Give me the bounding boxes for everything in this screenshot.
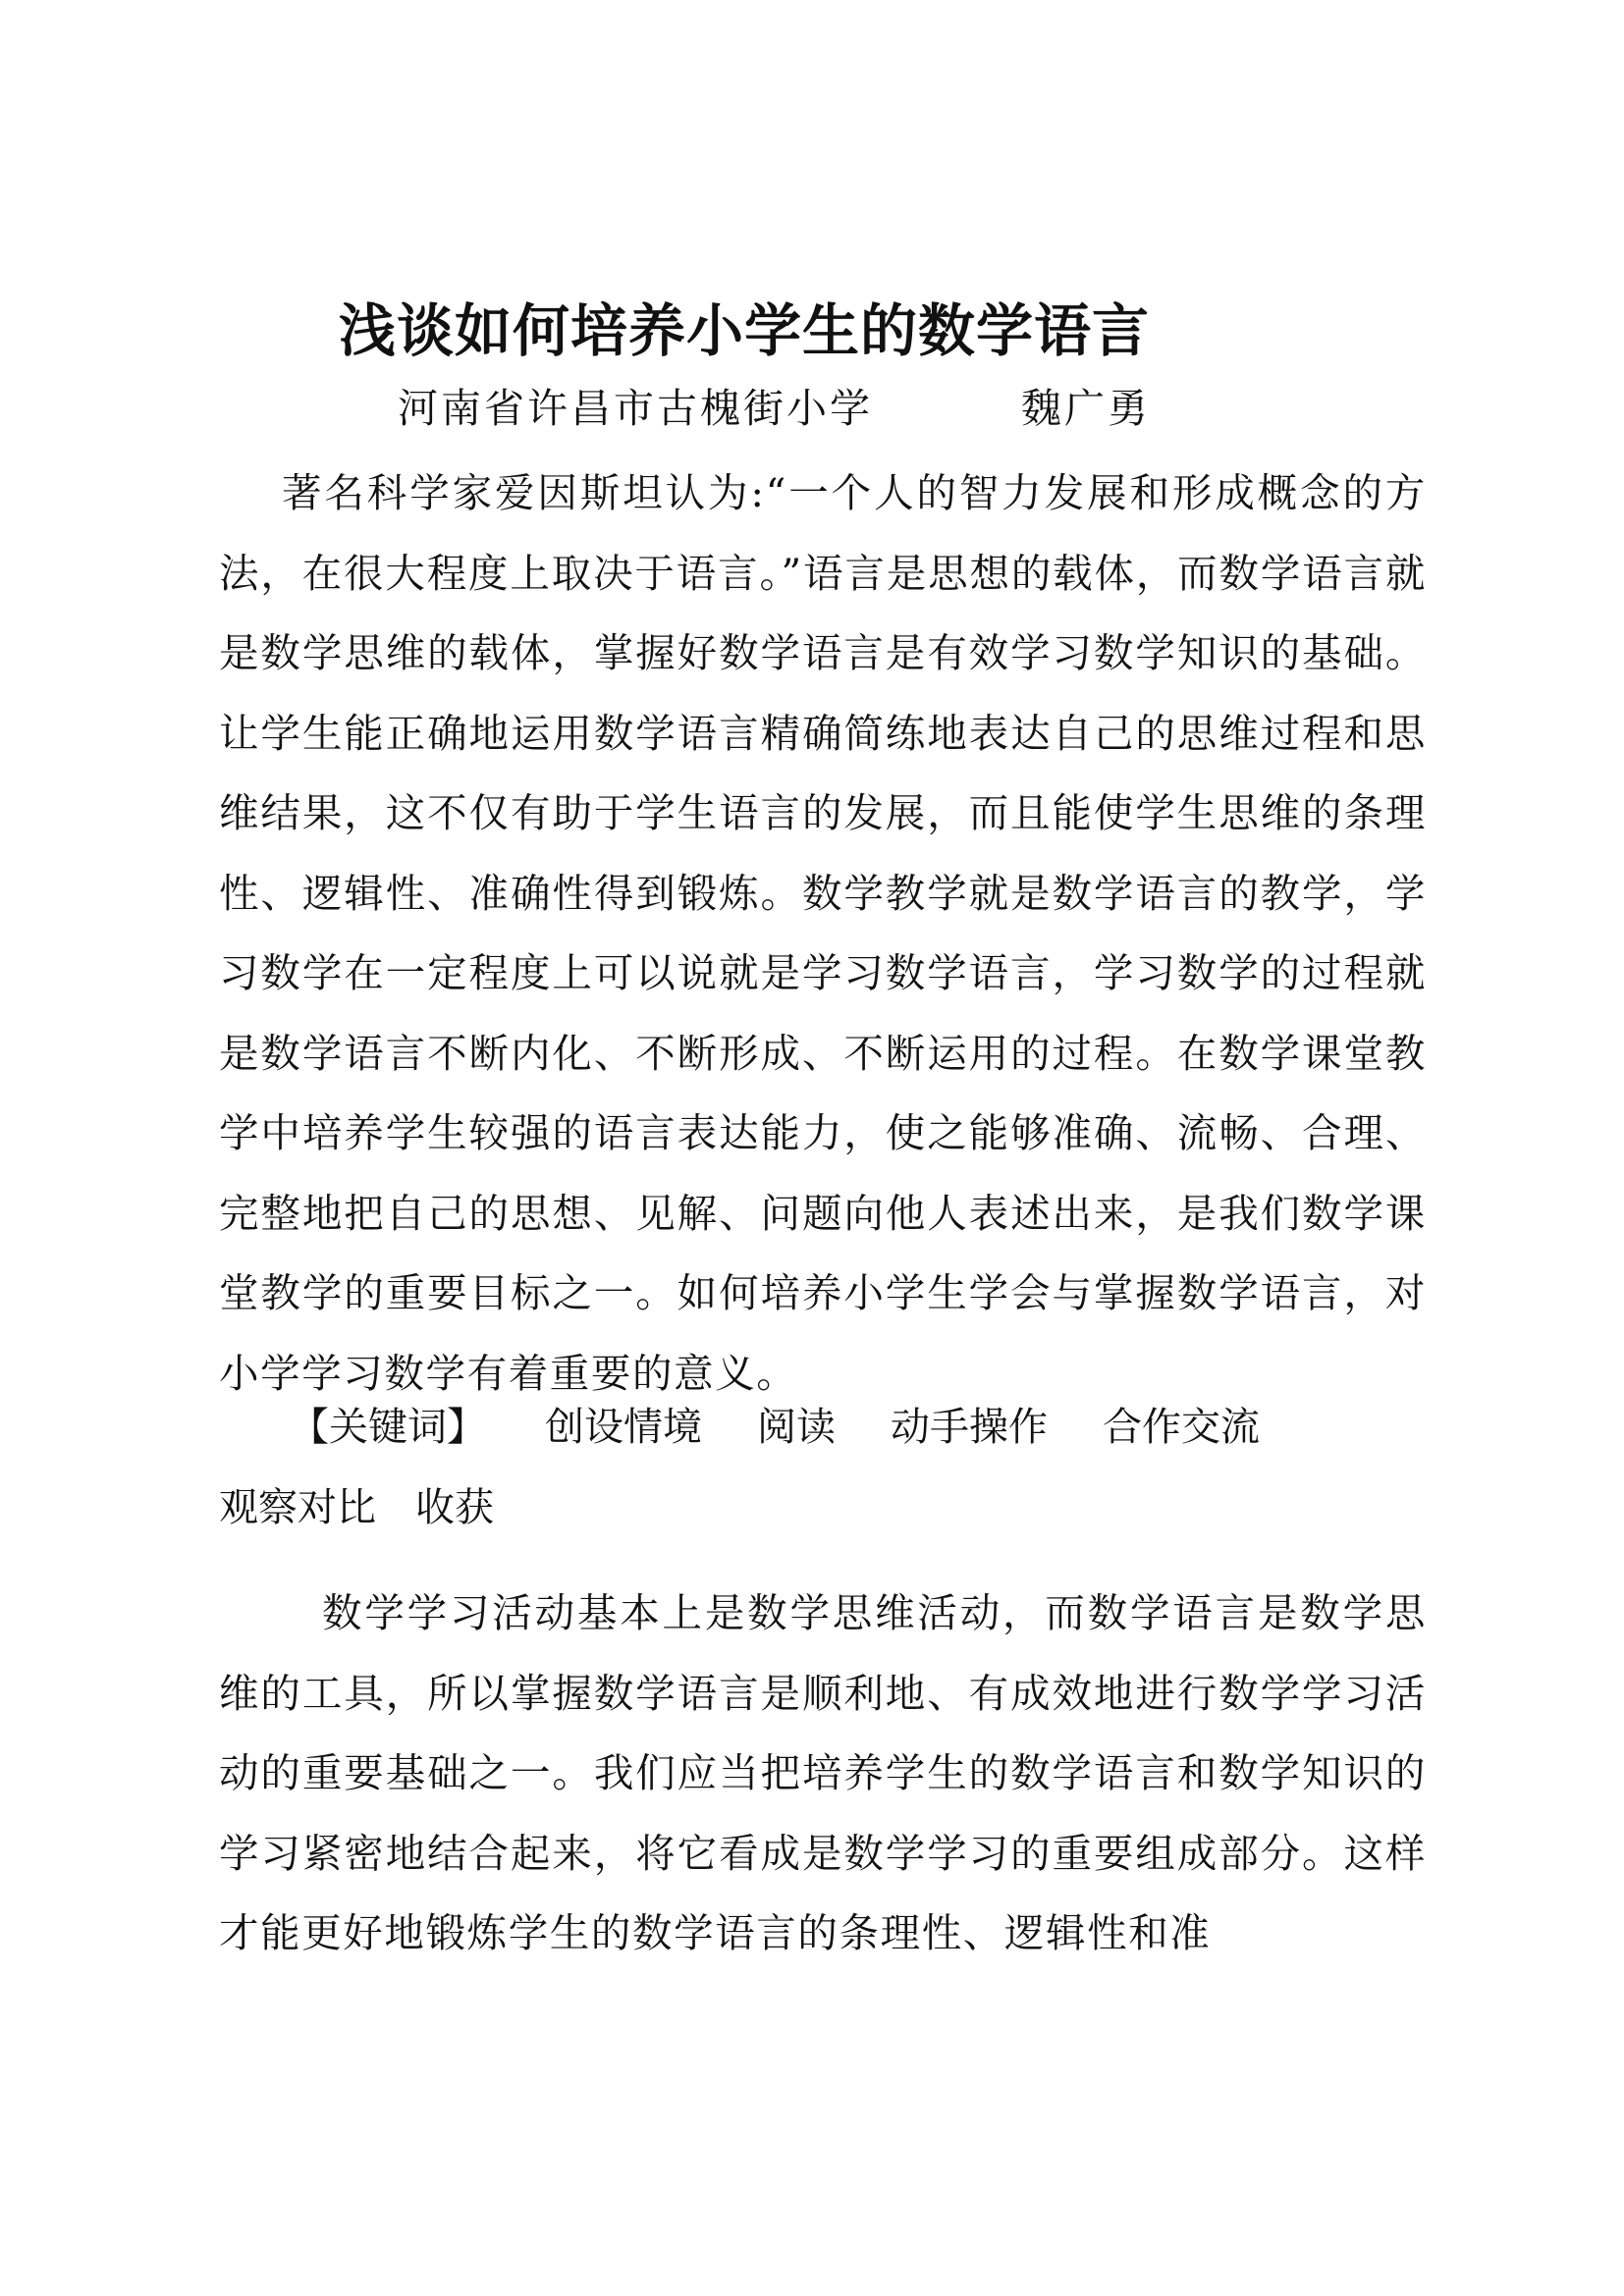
- keyword: 收获: [415, 1485, 494, 1530]
- body-paragraph: 数学学习活动基本上是数学思维活动，而数学语言是数学思维的工具，所以掌握数学语言是顺利地、有成效地进行数学学习活动的重要基础之一。我们应当把培养学生的数学语言和数学知识的学习紧密地结合起来，将它看成是数学学习的重要组成部分。这样才能更好地锻炼学生的数学语言的条理性、逻辑性和准: [219, 1589, 1427, 1956]
- keyword: 动手操作: [891, 1405, 1048, 1450]
- article-title: 浅谈如何培养小学生的数学语言: [339, 297, 1151, 364]
- intro-paragraph: 著名科学家爱因斯坦认为:“一个人的智力发展和形成概念的方法，在很大程度上取决于语言。”语言是思想的载体，而数学语言就是数学思维的载体，掌握好数学语言是有效学习数学知识的基础。让学生能正确地运用数学语言精确简练地表达自己的思维过程和思维结果，这不仅有助于学生语言的发展，而且能使学生思维的条理性、逻辑性、准确性得到锻炼。数学教学就是数学语言的教学，学习数学在一定程度上可以说就是学习数学语言，学习数学的过程就是数学语言不断内化、不断形成、不断运用的过程。在数学课堂教学中培养学生较强的语言表达能力，使之能够准确、流畅、合理、完整地把自己的思想、见解、问题向他人表述出来，是我们数学课堂教学的重要目标之一。如何培养小学生学会与掌握数学语言，对小学学习数学有着重要的意义。: [219, 469, 1427, 1397]
- keyword: 观察对比: [219, 1485, 376, 1530]
- keywords-line: [219, 1387, 1427, 1548]
- keyword: 阅读: [757, 1405, 836, 1450]
- keywords-label: 【关键词】: [290, 1405, 486, 1450]
- keyword: 合作交流: [1103, 1405, 1260, 1450]
- keyword: 创设情境: [545, 1405, 702, 1450]
- author-name: 魏广勇: [1021, 385, 1151, 432]
- author-school: 河南省许昌市古槐街小学: [398, 385, 873, 432]
